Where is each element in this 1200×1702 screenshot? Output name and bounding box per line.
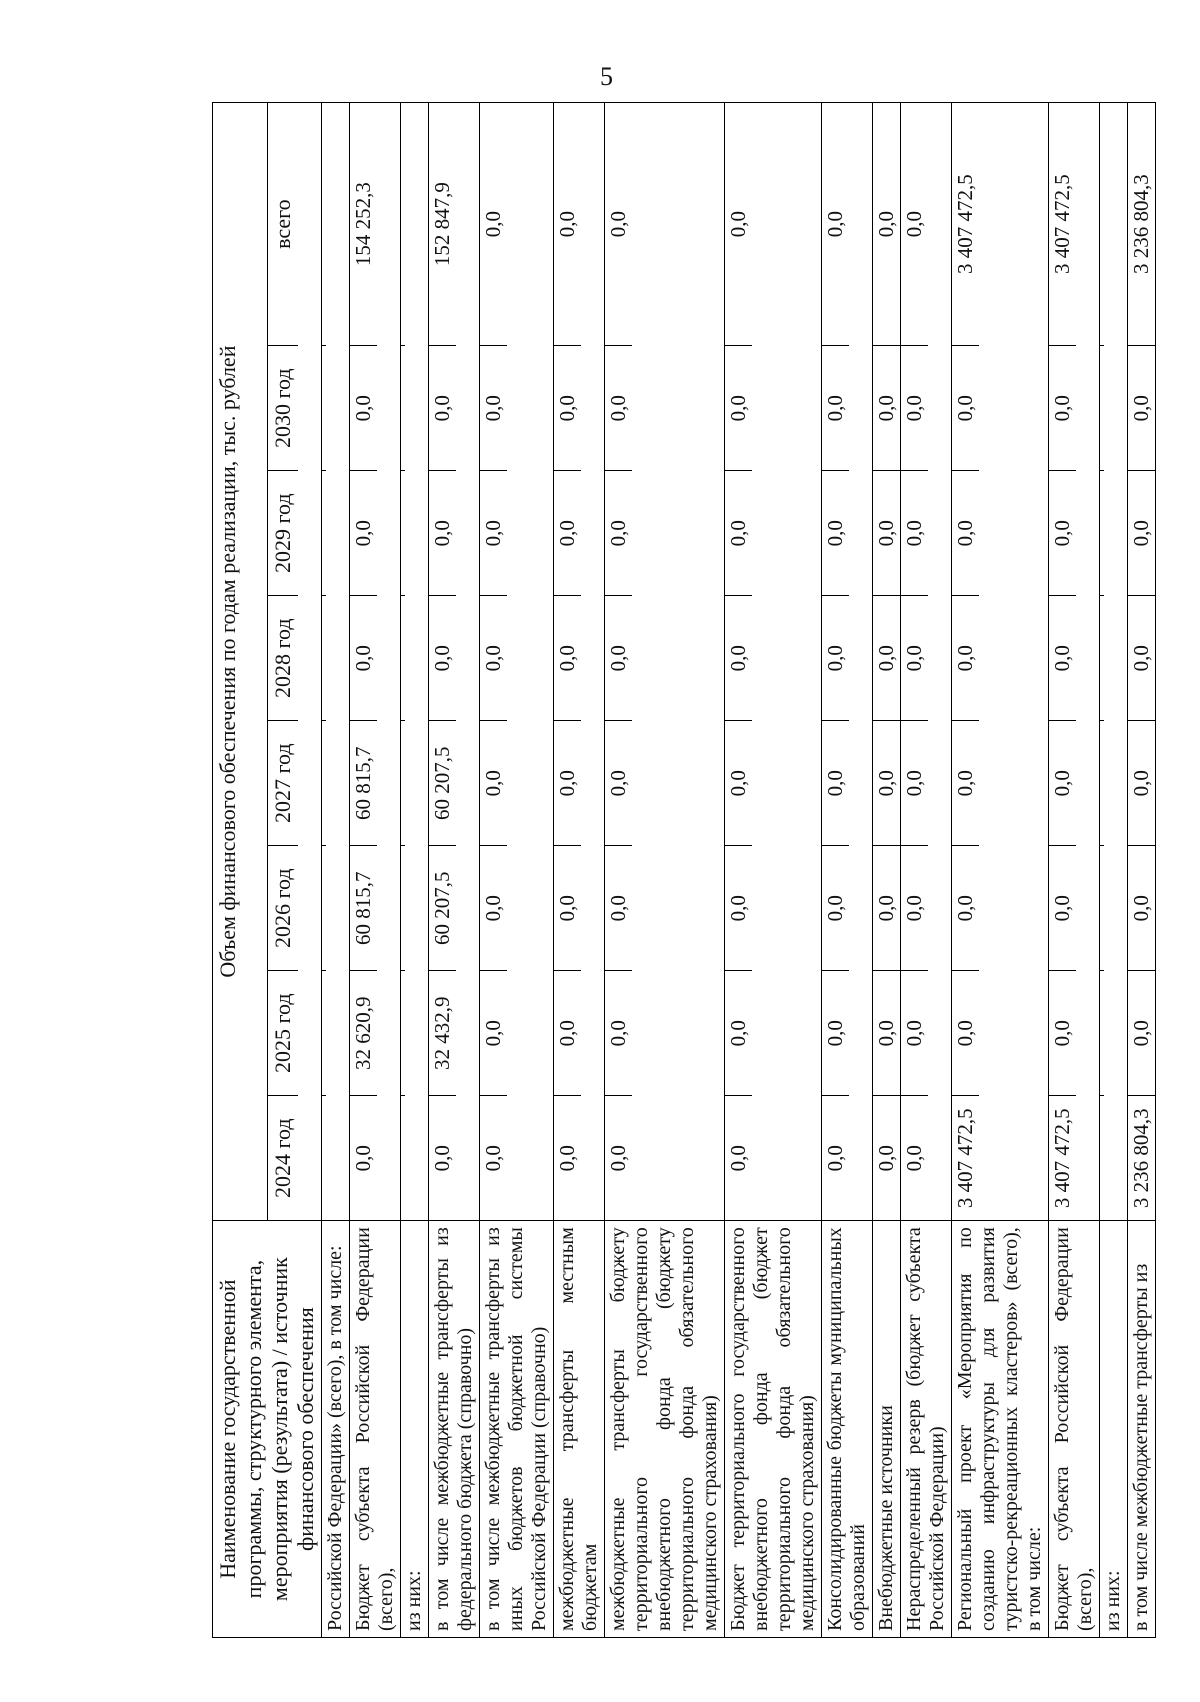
value-cell xyxy=(322,345,326,470)
value-cell: 0,0 xyxy=(952,970,979,1095)
value-cell xyxy=(1100,103,1104,345)
value-cell: 0,0 xyxy=(554,720,581,845)
value-cell: 0,0 xyxy=(822,595,849,720)
value-cell: 0,0 xyxy=(1128,720,1155,845)
row-source-name: Бюджет субъекта Российской Федерации (всего), xyxy=(350,1221,401,1638)
value-cell: 0,0 xyxy=(901,470,928,595)
value-cell: 0,0 xyxy=(1049,970,1076,1095)
row-values xyxy=(952,103,1049,1221)
value-cell: 152 847,9 xyxy=(430,182,454,267)
value-cell: 0,0 xyxy=(725,1095,752,1220)
value-cell xyxy=(322,595,326,720)
row-source-name: Региональный проект «Мероприятия по созданию инфраструктуры для развития туристско-рекреационных кластеров» (всего), в том числе: xyxy=(952,1221,1049,1638)
table-row xyxy=(401,103,429,1638)
value-cell: 60 207,5 xyxy=(429,845,456,970)
table-row xyxy=(429,103,480,1638)
value-cell: 0,0 xyxy=(901,1095,928,1220)
table-row xyxy=(480,103,554,1638)
financing-table xyxy=(212,102,1156,1638)
row-source-name: Внебюджетные источники xyxy=(873,1221,901,1638)
value-cell xyxy=(401,595,405,720)
table-row xyxy=(605,103,725,1638)
value-cell: 0,0 xyxy=(822,720,849,845)
value-cell: 60 815,7 xyxy=(350,720,377,845)
row-values xyxy=(901,103,952,1221)
value-cell: 0,0 xyxy=(952,470,979,595)
value-cell: 0,0 xyxy=(480,595,507,720)
table-row xyxy=(1128,103,1156,1638)
value-cell: 0,0 xyxy=(822,470,849,595)
value-cell: 0,0 xyxy=(480,345,507,470)
row-source-name: Бюджет субъекта Российской Федерации (всего), xyxy=(1049,1221,1100,1638)
value-cell: 0,0 xyxy=(725,470,752,595)
value-cell xyxy=(1100,1095,1104,1220)
year-header-row xyxy=(267,103,322,1221)
value-cell: 0,0 xyxy=(605,720,632,845)
row-values xyxy=(554,103,605,1221)
value-cell xyxy=(401,970,405,1095)
value-cell: 0,0 xyxy=(901,720,928,845)
value-cell: 0,0 xyxy=(480,845,507,970)
value-cell xyxy=(401,720,405,845)
value-cell xyxy=(322,103,326,345)
value-cell xyxy=(322,470,326,595)
table-row xyxy=(901,103,952,1638)
value-cell: 0,0 xyxy=(1049,470,1076,595)
row-values xyxy=(1100,103,1128,1221)
value-cell: 0,0 xyxy=(1049,720,1076,845)
header-year-2028: 2028 год xyxy=(268,595,298,720)
value-cell: 0,0 xyxy=(901,345,928,470)
value-cell: 0,0 xyxy=(350,595,377,720)
value-cell: 0,0 xyxy=(554,970,581,1095)
value-cell: 0,0 xyxy=(605,1095,632,1220)
value-cell: 0,0 xyxy=(873,345,900,470)
value-cell: 0,0 xyxy=(1049,345,1076,470)
value-cell: 0,0 xyxy=(873,595,900,720)
value-cell: 0,0 xyxy=(605,970,632,1095)
value-cell: 0,0 xyxy=(480,470,507,595)
value-cell: 0,0 xyxy=(554,345,581,470)
row-source-name: из них: xyxy=(1100,1221,1128,1638)
value-cell: 0,0 xyxy=(554,595,581,720)
value-cell xyxy=(401,103,405,345)
value-cell: 0,0 xyxy=(952,845,979,970)
table-row xyxy=(350,103,401,1638)
row-values xyxy=(401,103,429,1221)
row-source-name: в том числе межбюджетные трансферты из иных бюджетов бюджетной системы Российской Федерации (справочно) xyxy=(480,1221,554,1638)
value-cell: 0,0 xyxy=(480,970,507,1095)
value-cell: 3 236 804,3 xyxy=(1129,174,1153,274)
table-body xyxy=(322,103,1156,1638)
value-cell: 0,0 xyxy=(1128,345,1155,470)
value-cell: 0,0 xyxy=(429,595,456,720)
header-year-2026: 2026 год xyxy=(268,845,298,970)
table-row xyxy=(1049,103,1100,1638)
row-values xyxy=(822,103,873,1221)
value-cell: 0,0 xyxy=(952,595,979,720)
value-cell: 0,0 xyxy=(1128,470,1155,595)
header-year-2025: 2025 год xyxy=(268,970,298,1095)
row-source-name: Консолидированные бюджеты муниципальных образований xyxy=(822,1221,873,1638)
value-cell xyxy=(322,720,326,845)
value-cell xyxy=(322,1095,326,1220)
value-cell: 0,0 xyxy=(605,845,632,970)
value-cell: 3 407 472,5 xyxy=(952,1095,979,1220)
row-source-name: в том числе межбюджетные трансферты из xyxy=(1128,1221,1156,1638)
header-year-2024: 2024 год xyxy=(268,1095,298,1220)
value-cell xyxy=(401,1095,405,1220)
value-cell: 0,0 xyxy=(350,1095,377,1220)
value-cell: 0,0 xyxy=(952,345,979,470)
value-cell xyxy=(322,845,326,970)
row-values xyxy=(873,103,901,1221)
header-total: всего xyxy=(269,199,295,249)
row-values xyxy=(322,103,350,1221)
value-cell: 32 620,9 xyxy=(350,970,377,1095)
value-cell: 0,0 xyxy=(823,210,847,238)
value-cell: 0,0 xyxy=(605,345,632,470)
value-cell: 154 252,3 xyxy=(351,182,375,267)
row-source-name: в том числе межбюджетные трансферты из федерального бюджета (справочно) xyxy=(429,1221,480,1638)
value-cell: 0,0 xyxy=(873,970,900,1095)
value-cell: 0,0 xyxy=(901,970,928,1095)
value-cell xyxy=(1100,845,1104,970)
value-cell: 0,0 xyxy=(350,345,377,470)
value-cell: 0,0 xyxy=(429,345,456,470)
row-values xyxy=(605,103,725,1221)
value-cell: 0,0 xyxy=(606,210,630,238)
value-cell xyxy=(1100,595,1104,720)
value-cell: 0,0 xyxy=(873,720,900,845)
value-cell: 0,0 xyxy=(726,210,750,238)
value-cell: 0,0 xyxy=(901,845,928,970)
row-source-name: из них: xyxy=(401,1221,429,1638)
value-cell: 0,0 xyxy=(725,595,752,720)
value-cell: 0,0 xyxy=(554,1095,581,1220)
value-cell: 32 432,9 xyxy=(429,970,456,1095)
value-cell: 0,0 xyxy=(554,845,581,970)
row-source-name: Российской Федерации» (всего), в том числе: xyxy=(322,1221,350,1638)
value-cell: 0,0 xyxy=(1128,970,1155,1095)
row-values xyxy=(725,103,822,1221)
value-cell: 0,0 xyxy=(873,845,900,970)
value-cell: 60 207,5 xyxy=(429,720,456,845)
value-cell: 0,0 xyxy=(555,210,579,238)
table-row xyxy=(1100,103,1128,1638)
value-cell: 0,0 xyxy=(480,720,507,845)
table-row xyxy=(322,103,350,1638)
value-cell xyxy=(401,845,405,970)
value-cell: 0,0 xyxy=(480,1095,507,1220)
value-cell xyxy=(1100,470,1104,595)
row-source-name: Бюджет территориального государственного внебюджетного фонда (бюджет территориального фонда обязательного медицинского страхования) xyxy=(725,1221,822,1638)
header-year-2029: 2029 год xyxy=(268,470,298,595)
value-cell: 0,0 xyxy=(1049,845,1076,970)
value-cell xyxy=(401,470,405,595)
value-cell: 0,0 xyxy=(873,1095,900,1220)
header-name-cell: Наименование государственной программы, структурного элемента, мероприятия (результата) / источник финансового обеспечения xyxy=(213,1221,322,1638)
value-cell xyxy=(322,970,326,1095)
value-cell: 0,0 xyxy=(725,345,752,470)
row-values xyxy=(429,103,480,1221)
value-cell: 3 236 804,3 xyxy=(1128,1095,1155,1220)
value-cell: 0,0 xyxy=(1128,845,1155,970)
row-source-name: межбюджетные трансферты местным бюджетам xyxy=(554,1221,605,1638)
value-cell: 3 407 472,5 xyxy=(953,174,977,274)
header-volume-title: Объем финансового обеспечения по годам реализации, тыс. рублей xyxy=(213,103,268,1221)
value-cell xyxy=(1100,970,1104,1095)
value-cell xyxy=(401,345,405,470)
value-cell xyxy=(1100,720,1104,845)
value-cell: 0,0 xyxy=(554,470,581,595)
value-cell: 0,0 xyxy=(874,210,898,238)
value-cell: 0,0 xyxy=(1128,595,1155,720)
row-values xyxy=(350,103,401,1221)
row-values xyxy=(480,103,554,1221)
header-year-2027: 2027 год xyxy=(268,720,298,845)
page-number: 5 xyxy=(600,62,613,91)
value-cell: 60 815,7 xyxy=(350,845,377,970)
value-cell: 0,0 xyxy=(1049,595,1076,720)
table-row xyxy=(554,103,605,1638)
value-cell: 0,0 xyxy=(725,970,752,1095)
header-year-2030: 2030 год xyxy=(268,345,298,470)
value-cell: 0,0 xyxy=(429,1095,456,1220)
table-row xyxy=(952,103,1049,1638)
value-cell: 0,0 xyxy=(605,595,632,720)
value-cell: 0,0 xyxy=(350,470,377,595)
value-cell: 0,0 xyxy=(725,845,752,970)
value-cell: 0,0 xyxy=(822,845,849,970)
value-cell: 0,0 xyxy=(902,210,926,238)
value-cell: 0,0 xyxy=(822,970,849,1095)
value-cell: 0,0 xyxy=(873,470,900,595)
value-cell: 0,0 xyxy=(822,1095,849,1220)
row-values xyxy=(1128,103,1156,1221)
table-row xyxy=(822,103,873,1638)
value-cell: 0,0 xyxy=(952,720,979,845)
value-cell: 3 407 472,5 xyxy=(1050,174,1074,274)
value-cell: 0,0 xyxy=(429,470,456,595)
value-cell xyxy=(1100,345,1104,470)
value-cell: 0,0 xyxy=(901,595,928,720)
value-cell: 0,0 xyxy=(481,210,505,238)
value-cell: 0,0 xyxy=(725,720,752,845)
row-source-name: межбюджетные трансферты бюджету территориального государственного внебюджетного фонда (бюджету территориального фонда обязательного медицинского страхования) xyxy=(605,1221,725,1638)
table-row xyxy=(725,103,822,1638)
value-cell: 0,0 xyxy=(822,345,849,470)
row-source-name: Нераспределенный резерв (бюджет субъекта Российской Федерации) xyxy=(901,1221,952,1638)
row-values xyxy=(1049,103,1100,1221)
table-row xyxy=(873,103,901,1638)
value-cell: 0,0 xyxy=(605,470,632,595)
value-cell: 3 407 472,5 xyxy=(1049,1095,1076,1220)
